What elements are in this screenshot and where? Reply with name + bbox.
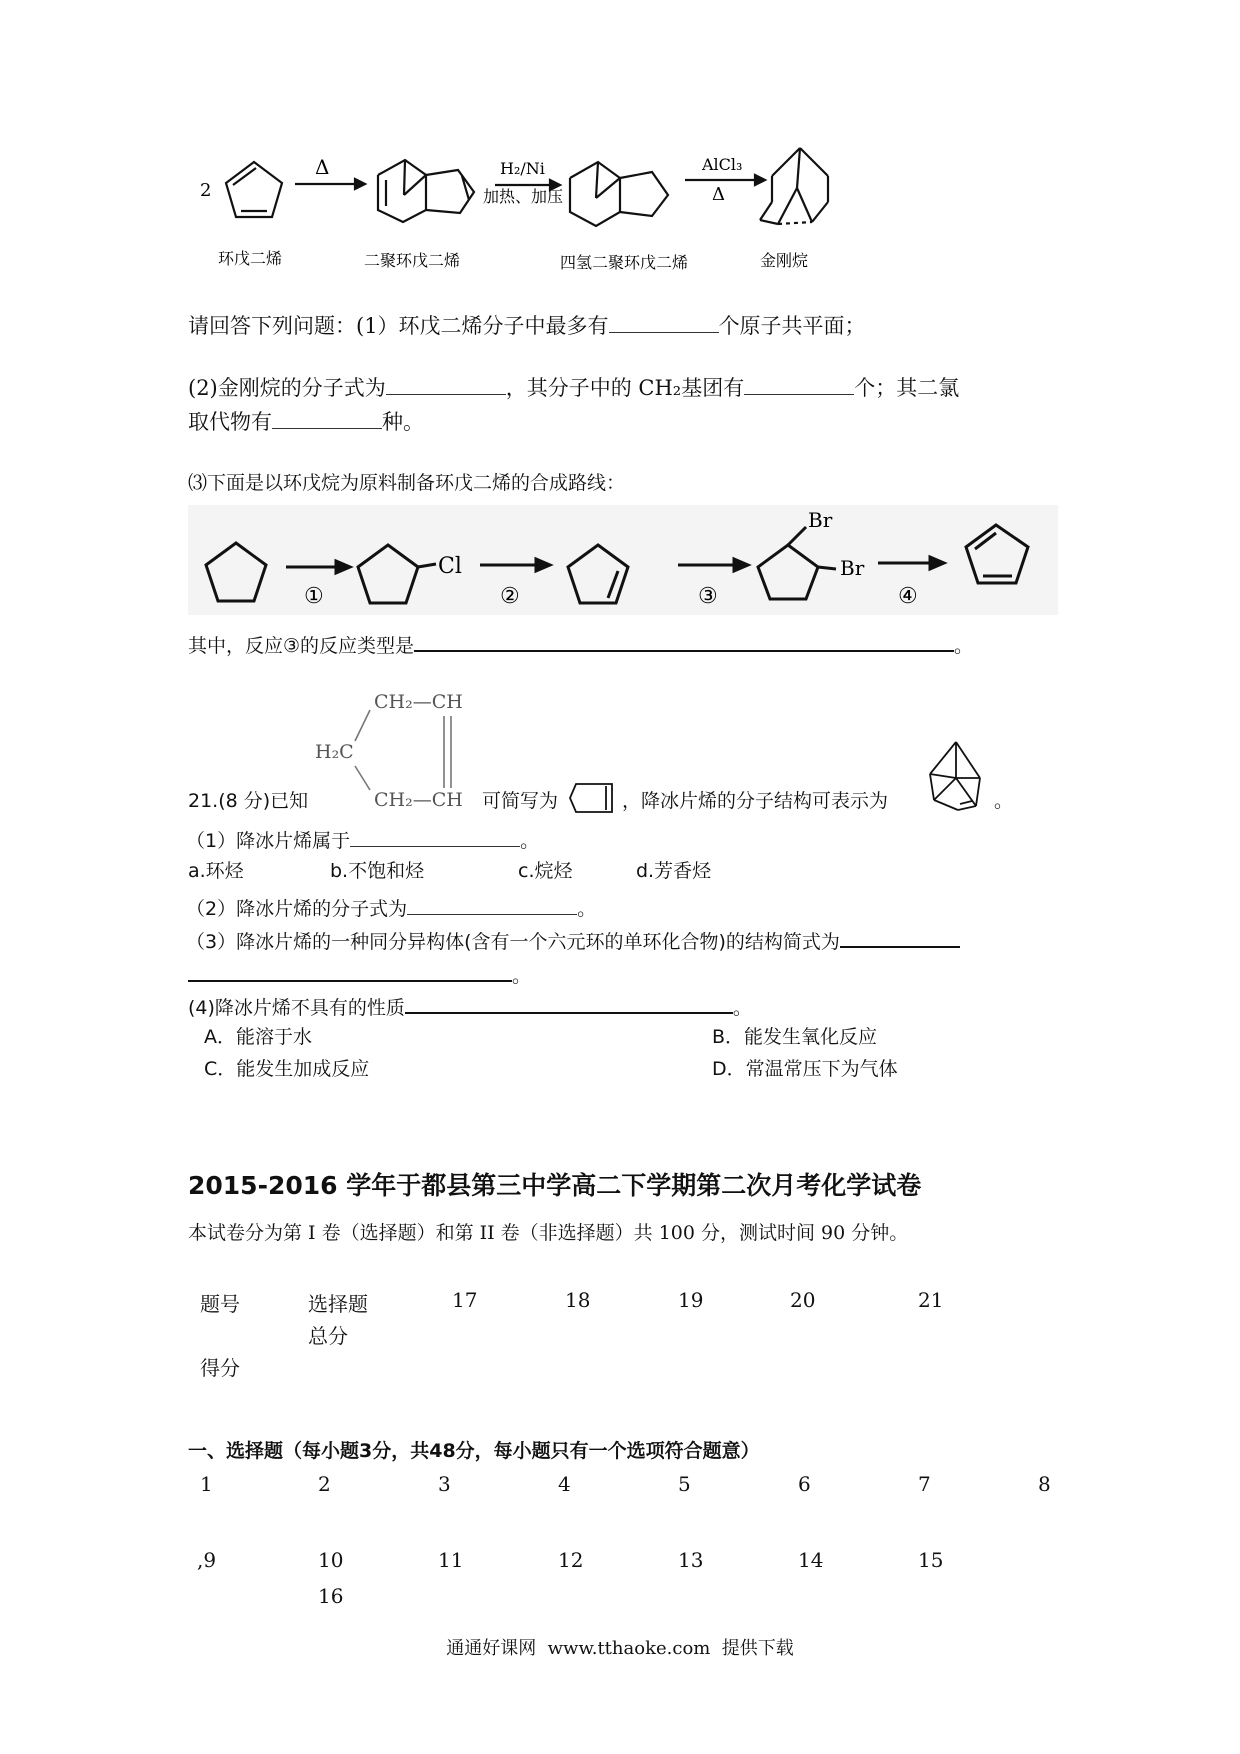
- reagent-delta: Δ: [712, 184, 725, 205]
- route-drawing: [188, 505, 1058, 615]
- score-header-total: 总分: [308, 1324, 348, 1348]
- q21-p1-text: （1）降冰片烯属于: [186, 830, 351, 852]
- q21-struct-formula: [300, 686, 480, 816]
- score-header-19: 19: [678, 1288, 704, 1312]
- substituent-br-2: Br: [840, 556, 865, 580]
- q1-text-a: 请回答下列问题：(1）环戊二烯分子中最多有: [188, 314, 609, 338]
- answer-num: 10: [318, 1548, 344, 1572]
- section-1-heading: 一、选择题（每小题3分，共48分，每小题只有一个选项符合题意）: [188, 1440, 760, 1462]
- q21-option-B: B．能发生氧化反应: [712, 1026, 878, 1048]
- q21-option-C: C．能发生加成反应: [204, 1058, 370, 1080]
- answer-num: 2: [318, 1472, 331, 1496]
- answer-num: 16: [318, 1584, 344, 1608]
- route-cyclopentadiene-ring: [966, 525, 1028, 583]
- cyclopentene-ring: [568, 545, 628, 603]
- q21-ring-drawing: [300, 686, 480, 816]
- q3-end: 。: [954, 635, 974, 657]
- q2-blank-isomers[interactable]: [272, 408, 382, 429]
- q21-p2-text: （2）降冰片烯的分子式为: [186, 898, 408, 920]
- q21-p1-blank[interactable]: [350, 826, 520, 847]
- q1-text-b: 个原子共平面；: [718, 314, 866, 338]
- q21-option-c: c.烷烃: [518, 860, 573, 882]
- answer-num: 8: [1038, 1472, 1051, 1496]
- chlorocyclopentane-ring: [358, 545, 418, 603]
- q21-p3-line2: [188, 960, 531, 989]
- q21-option-D: D．常温常压下为气体: [712, 1058, 898, 1080]
- q21-intro-c: ，降冰片烯的分子结构可表示为: [622, 790, 889, 812]
- q21-p4: [188, 992, 752, 1021]
- answer-num: 11: [438, 1548, 464, 1572]
- q3-question: [188, 630, 973, 659]
- q21-p3: [186, 926, 960, 955]
- step-1: ①: [304, 584, 324, 609]
- step-2: ②: [500, 584, 520, 609]
- norbornene-icon: [920, 738, 990, 816]
- q2-blank-formula[interactable]: [386, 374, 506, 395]
- step-3: ③: [698, 584, 718, 609]
- q21-option-a: a.环烃: [188, 860, 244, 882]
- q21-p3-blank-1[interactable]: [840, 926, 960, 948]
- cyclopentene-short-icon: [568, 778, 620, 816]
- q1-blank[interactable]: [609, 312, 719, 333]
- q3-question-text: 其中，反应③的反应类型是: [188, 635, 415, 657]
- score-header-tihao: 题号: [200, 1292, 240, 1316]
- adamantane: [760, 148, 828, 224]
- q21-p2-blank[interactable]: [407, 894, 577, 915]
- struct-top: CH₂—CH: [374, 691, 463, 713]
- q2-text-b: ，其分子中的 CH₂基团有: [505, 376, 745, 400]
- q2-text-d: 取代物有: [188, 410, 272, 434]
- cyclopentane-ring: [206, 543, 266, 601]
- score-row-defen: 得分: [200, 1356, 240, 1380]
- score-header-17: 17: [452, 1288, 478, 1312]
- reagent-heat-pressure: 加热、加压: [483, 187, 564, 206]
- answer-num: 4: [558, 1472, 571, 1496]
- answer-num: 6: [798, 1472, 811, 1496]
- q2-text-e: 种。: [382, 410, 424, 434]
- q21-option-A: A．能溶于水: [204, 1026, 312, 1048]
- answer-num: 15: [918, 1548, 944, 1572]
- label-tetrahydro: 四氢二聚环戊二烯: [560, 253, 689, 272]
- q3-intro: ⑶下面是以环戊烷为原料制备环戊二烯的合成路线：: [188, 472, 626, 494]
- answer-num: 12: [558, 1548, 584, 1572]
- q21-p1-end: 。: [520, 830, 540, 852]
- answer-num: 1: [200, 1472, 213, 1496]
- score-header-choice: 选择题: [308, 1292, 368, 1316]
- q21-option-b: b.不饱和烃: [330, 860, 425, 882]
- question-2-line2: [188, 408, 424, 436]
- q2-text-a: (2)金刚烷的分子式为: [188, 376, 386, 400]
- substituent-br-1: Br: [808, 508, 833, 532]
- answer-num: 5: [678, 1472, 691, 1496]
- q21-intro-d: 。: [994, 790, 1014, 812]
- answer-num: 14: [798, 1548, 824, 1572]
- q21-p4-blank[interactable]: [405, 992, 733, 1014]
- exam-title: 2015-2016 学年于都县第三中学高二下学期第二次月考化学试卷: [188, 1171, 922, 1200]
- q21-p4-end: 。: [732, 997, 752, 1019]
- q21-p2: [186, 894, 596, 922]
- page-footer: 通通好课网 www.tthaoke.com 提供下载: [446, 1638, 794, 1659]
- label-cyclopentadiene: 环戊二烯: [218, 249, 283, 268]
- tetrahydrodicyclopentadiene: [570, 162, 620, 226]
- answer-num: 7: [918, 1472, 931, 1496]
- substituent-cl: Cl: [438, 554, 462, 579]
- label-adamantane: 金刚烷: [760, 251, 809, 270]
- reagent-h2-ni: H₂/Ni: [500, 159, 545, 178]
- condition-delta: Δ: [315, 155, 330, 179]
- q2-blank-ch2[interactable]: [744, 374, 854, 395]
- q21-intro-a: 21.(8 分)已知: [188, 790, 309, 812]
- q21-p3-text: （3）降冰片烯的一种同分异构体(含有一个六元环的单环化合物)的结构简式为: [186, 931, 840, 953]
- struct-left: H₂C: [315, 741, 354, 763]
- step-4: ④: [898, 584, 918, 609]
- q21-p3-end: 。: [512, 965, 532, 987]
- q21-p4-text: (4)降冰片烯不具有的性质: [188, 997, 405, 1019]
- reagent-alcl3: AlCl₃: [702, 155, 743, 174]
- q21-p3-blank-2[interactable]: [188, 960, 512, 982]
- q21-p2-end: 。: [577, 898, 597, 920]
- question-1: [188, 312, 866, 340]
- question-2-line1: [188, 374, 959, 402]
- answer-num: 3: [438, 1472, 451, 1496]
- score-header-18: 18: [565, 1288, 591, 1312]
- q21-intro-b: 可简写为: [482, 790, 559, 812]
- q3-blank[interactable]: [414, 630, 954, 652]
- scheme-adamantane-synthesis: [200, 140, 1000, 280]
- dibromocyclopentane-ring: [758, 545, 818, 599]
- struct-bottom: CH₂—CH: [374, 789, 463, 811]
- score-header-20: 20: [790, 1288, 816, 1312]
- answer-num: ,9: [197, 1548, 217, 1572]
- coefficient-2: 2: [200, 180, 212, 201]
- score-header-21: 21: [918, 1288, 944, 1312]
- q21-option-d: d.芳香烃: [636, 860, 712, 882]
- label-dicyclopentadiene: 二聚环戊二烯: [364, 251, 461, 270]
- answer-num: 13: [678, 1548, 704, 1572]
- q2-text-c: 个；其二氯: [854, 376, 960, 400]
- scheme-synthesis-route: [188, 505, 1058, 615]
- scheme1-drawing: [200, 140, 1000, 280]
- exam-description: 本试卷分为第 I 卷（选择题）和第 II 卷（非选择题）共 100 分，测试时间 90 分钟。: [188, 1222, 909, 1244]
- q21-p1: [186, 826, 539, 854]
